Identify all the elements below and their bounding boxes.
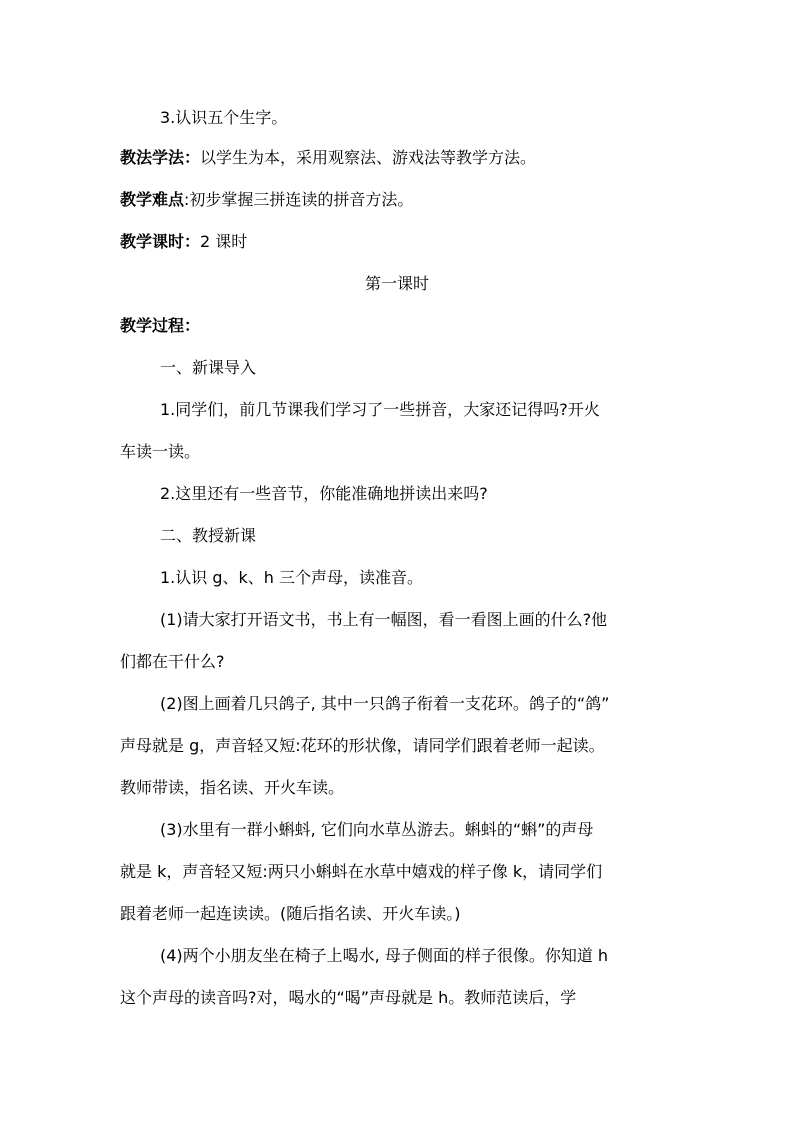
paragraph-5-line-2: 声母就是 g，声音轻又短:花环的形状像，请同学们跟着老师一起读。 — [120, 736, 605, 755]
paragraph-1-line-1: 1.同学们，前几节课我们学习了一些拼音，大家还记得吗?开火 — [160, 400, 600, 419]
teaching-difficulty — [120, 190, 680, 210]
section-title: 第一课时 — [364, 274, 429, 293]
paragraph-6-line-3: 跟着老师一起连读读。(随后指名读、开火车读。) — [120, 904, 461, 923]
paragraph-3: 1.认识 g、k、h 三个声母，读准音。 — [160, 568, 424, 587]
paragraph-1-line-2: 车读一读。 — [120, 442, 201, 461]
paragraph-4-line-2: 们都在干什么? — [120, 652, 225, 671]
objective-3: 3.认识五个生字。 — [160, 108, 288, 127]
teaching-difficulty-text: :初步掌握三拼连读的拼音方法。 — [184, 190, 414, 209]
teaching-methods-label: 教法学法： — [120, 148, 201, 167]
teaching-methods — [120, 148, 680, 168]
paragraph-6-line-1: (3)水里有一群小蝌蚪, 它们向水草丛游去。蝌蚪的“蝌”的声母 — [160, 820, 594, 839]
paragraph-4-line-1: (1)请大家打开语文书，书上有一幅图，看一看图上画的什么?他 — [160, 610, 608, 629]
teaching-hours — [120, 232, 680, 252]
teaching-hours-label: 教学课时： — [120, 232, 201, 251]
teaching-methods-text: 以学生为本，采用观察法、游戏法等教学方法。 — [200, 148, 537, 167]
paragraph-5-line-3: 教师带读，指名读、开火车读。 — [120, 778, 345, 797]
paragraph-5-line-1: (2)图上画着几只鸽子, 其中一只鸽子衔着一支花环。鸽子的“鸽” — [160, 694, 610, 713]
paragraph-6-line-2: 就是 k，声音轻又短:两只小蝌蚪在水草中嬉戏的样子像 k，请同学们 — [120, 862, 603, 881]
part2-heading: 二、教授新课 — [160, 526, 257, 545]
paragraph-7-line-1: (4)两个小朋友坐在椅子上喝水, 母子侧面的样子很像。你知道 h — [160, 946, 609, 965]
teaching-hours-text: 2 课时 — [200, 232, 248, 251]
teaching-difficulty-label: 教学难点 — [120, 190, 185, 209]
paragraph-2: 2.这里还有一些音节，你能准确地拼读出来吗? — [160, 484, 488, 503]
part1-heading: 一、新课导入 — [160, 358, 257, 377]
teaching-process-label: 教学过程： — [120, 316, 201, 335]
paragraph-7-line-2: 这个声母的读音吗?对，喝水的“喝”声母就是 h。教师范读后，学 — [120, 988, 577, 1007]
